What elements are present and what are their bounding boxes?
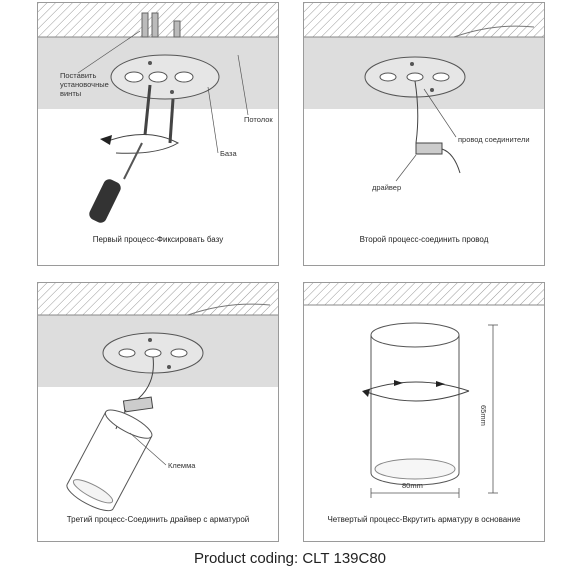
step1-caption: Первый процесс-Фиксировать базу <box>92 235 224 244</box>
height-label: 65mm <box>479 405 488 426</box>
driver-label: драйвер <box>372 183 402 192</box>
wire-label: провод соединители <box>458 135 530 144</box>
step4-caption: Четвертый процесс-Вкрутить арматуру в основание <box>327 515 521 524</box>
wall-plug <box>142 13 148 37</box>
step4-panel <box>303 282 545 542</box>
ceiling-label: Потолок <box>244 115 273 124</box>
step1-illustration <box>38 3 278 265</box>
fixture-cylinder <box>63 405 155 516</box>
step1-panel <box>37 2 279 266</box>
product-coding: Product coding: CLT 139C80 <box>193 550 387 567</box>
step3-panel <box>37 282 279 542</box>
fixture-cylinder <box>371 323 459 485</box>
terminal-label: Клемма <box>168 461 196 470</box>
step4-illustration <box>304 283 544 541</box>
base-label: База <box>220 149 237 158</box>
rotation-arrow <box>108 134 178 153</box>
driver-box <box>123 397 152 412</box>
step3-illustration <box>38 283 278 541</box>
wall-plug <box>174 21 180 37</box>
step2-illustration <box>304 3 544 265</box>
screwdriver-handle <box>87 177 122 224</box>
width-label: 80mm <box>402 481 423 490</box>
wall-plug <box>152 13 158 37</box>
screwdriver-shaft <box>124 143 142 179</box>
screws-label: Поставить установочные винты <box>60 71 109 98</box>
driver-box <box>416 143 442 154</box>
rotation-arrow <box>364 382 469 391</box>
step2-caption: Второй процесс-соединить провод <box>359 235 489 244</box>
step2-panel <box>303 2 545 266</box>
step3-caption: Третий процесс-Соединить драйвер с арматурой <box>66 515 250 524</box>
